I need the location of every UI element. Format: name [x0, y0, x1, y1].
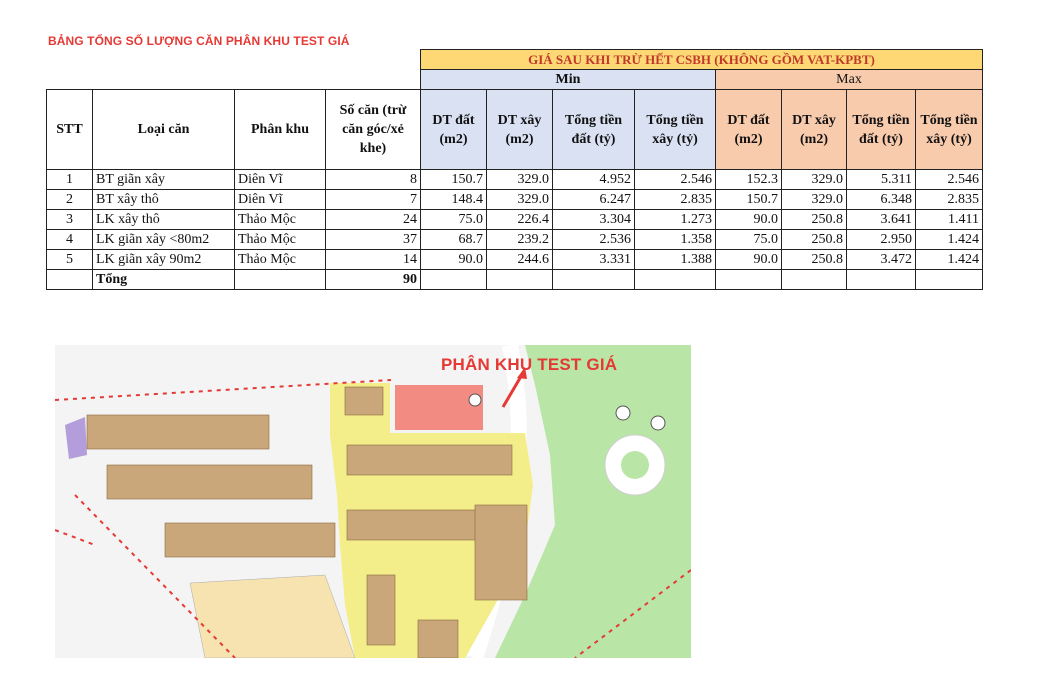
- header-max-tong-dat: Tổng tiền đất (tỷ): [847, 90, 916, 170]
- group-row: [47, 70, 983, 90]
- table-row: 1 BT giãn xây Diên Vĩ 8 150.7 329.0 4.952 2.546 152.3 329.0 5.311 2.546: [47, 170, 983, 190]
- header-so-can: Số căn (trừ căn góc/xẻ khe): [326, 90, 421, 170]
- header-loai-can: Loại căn: [93, 90, 235, 170]
- total-label: Tổng: [93, 270, 235, 290]
- map-zone-label: PHÂN KHU TEST GIÁ: [441, 355, 618, 374]
- header-max-dt-xay: DT xây (m2): [782, 90, 847, 170]
- max-group-header: Max: [716, 70, 983, 90]
- header-min-dt-xay: DT xây (m2): [487, 90, 553, 170]
- total-so-can: 90: [326, 270, 421, 290]
- table-row: 5 LK giãn xây 90m2 Thảo Mộc 14 90.0 244.6 3.331 1.388 90.0 250.8 3.472 1.424: [47, 250, 983, 270]
- table-row: 2 BT xây thô Diên Vĩ 7 148.4 329.0 6.247 2.835 150.7 329.0 6.348 2.835: [47, 190, 983, 210]
- header-min-tong-xay: Tổng tiền xây (tỷ): [635, 90, 716, 170]
- site-plan-map: [55, 345, 691, 658]
- column-header-row: [47, 90, 983, 170]
- band-row: [47, 50, 983, 70]
- table-row: 3 LK xây thô Thảo Mộc 24 75.0 226.4 3.304 1.273 90.0 250.8 3.641 1.411: [47, 210, 983, 230]
- total-row: [47, 270, 983, 290]
- header-min-tong-dat: Tổng tiền đất (tỷ): [553, 90, 635, 170]
- table-row: 4 LK giãn xây <80m2 Thảo Mộc 37 68.7 239.2 2.536 1.358 75.0 250.8 2.950 1.424: [47, 230, 983, 250]
- price-table: [46, 49, 983, 290]
- header-min-dt-dat: DT đất (m2): [421, 90, 487, 170]
- header-phan-khu: Phân khu: [235, 90, 326, 170]
- price-band-header: GIÁ SAU KHI TRỪ HẾT CSBH (KHÔNG GỒM VAT-KPBT): [421, 50, 983, 70]
- min-group-header: Min: [421, 70, 716, 90]
- header-max-tong-xay: Tổng tiền xây (tỷ): [916, 90, 983, 170]
- page-title: BẢNG TỔNG SỐ LƯỢNG CĂN PHÂN KHU TEST GIÁ: [48, 34, 350, 48]
- header-stt: STT: [47, 90, 93, 170]
- header-max-dt-dat: DT đất (m2): [716, 90, 782, 170]
